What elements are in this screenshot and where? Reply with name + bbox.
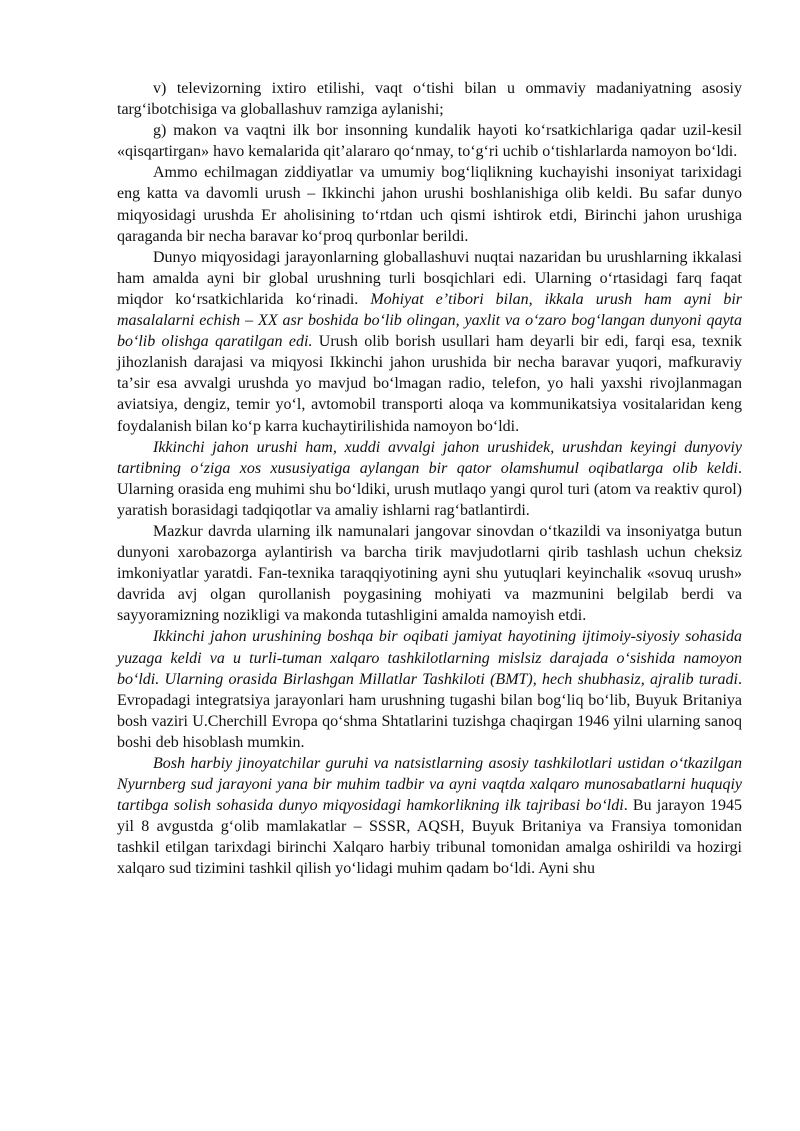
text-run: Dunyo miqyosidagi jarayonlarning globallashuvi nuqtai nazaridan bu urushlarning ikkalasi ham amalda ayni bir global urushning turli bosqichlari edi. Ularning oʻrtasidagi farq faqat miqdor koʻrsatkichlarida koʻrinadi. [117, 248, 742, 308]
paragraph [117, 626, 742, 753]
text-run: g) makon va vaqtni ilk bor insonning kundalik hayoti koʻrsatkichlariga qadar uzil-kesil «qisqartirgan» havo kemalarida qitʼalararo qoʻnmay, toʻgʻri uchib oʻtishlarlarda namoyon boʻldi. [117, 122, 742, 161]
italic-text-run: Ikkinchi jahon urushining boshqa bir oqibati jamiyat hayotining ijtimoiy-siyosiy sohasida yuzaga keldi va u turli-tuman xalqaro tashkilotlarning mislsiz darajada oʻsishida namoyon boʻldi. Ularning orasida Birlashgan Millatlar Tashkiloti (BMT), hech shubhasiz, ajralib turadi [117, 628, 742, 688]
italic-text-run: Mohiyat eʼtibori bilan, ikkala urush ham ayni bir masalalarni echish – XX asr boshida boʻlib olingan, yaxlit va oʻzaro bogʻlangan dunyoni qayta boʻlib olishga qaratilgan edi. [117, 290, 742, 351]
text-run: v) televizorning ixtiro etilishi, vaqt oʻtishi bilan u ommaviy madaniyatning asosiy targʻibotchisiga va globallashuv ramziga aylanishi; [117, 80, 742, 119]
italic-text-run: Ikkinchi jahon urushi ham, xuddi avvalgi jahon urushidek, urushdan keyingi dunyoviy tartibning oʻziga xos xususiyatiga aylangan bir qator olamshumul oqibatlarga olib keldi [117, 438, 742, 477]
text-run: Ammo echilmagan ziddiyatlar va umumiy bogʻliqlikning kuchayishi insoniyat tarixidagi eng katta va davomli urush – Ikkinchi jahon urushi boshlanishiga olib keldi. Bu safar dunyo miqyosidagi urushda Er aholisining toʻrtdan uch qismi ishtirok etdi, Birinchi jahon urushiga qaraganda bir necha baravar koʻproq qurbonlar berildi. [117, 164, 742, 245]
document-body [117, 78, 742, 880]
text-run: . Evropadagi integratsiya jarayonlari ham urushning tugashi bilan bogʻliq boʻlib, Buyuk Britaniya bosh vaziri U.Cherchill Evropa qoʻshma Shtatlarini tuzishga chaqirgan 1946 yilni ularning sanoq boshi deb hisoblash mumkin. [117, 670, 742, 751]
paragraph [117, 521, 742, 626]
paragraph [117, 162, 742, 246]
paragraph [117, 120, 742, 162]
text-run: Urush olib borish usullari ham deyarli bir edi, farqi esa, texnik jihozlanish darajasi va miqyosi Ikkinchi jahon urushida bir necha baravar yuqori, mafkuraviy taʼsir esa avvalgi urushda yo mavjud boʻlmagan radio, telefon, yo hali yaxshi rivojlanmagan aviatsiya, dengiz, temir yoʻl, avtomobil transporti aloqa va kommunikatsiya vositalaridan keng foydalanish bilan koʻp karra kuchaytirilishida namoyon boʻldi. [117, 333, 743, 435]
text-run: . Bu jarayon 1945 yil 8 avgustda gʻolib mamlakatlar – SSSR, AQSH, Buyuk Britaniya va Fransiya tomonidan tashkil etilgan tarixdagi birinchi Xalqaro harbiy tribunal tomonidan amalga oshirildi va hozirgi xalqaro sud tizimini tashkil qilish yoʻlidagi muhim qadam boʻldi. Ayni shu [117, 797, 743, 878]
paragraph [117, 753, 742, 880]
italic-text-run: Bosh harbiy jinoyatchilar guruhi va natsistlarning asosiy tashkilotlari ustidan oʻtkazilgan Nyurnberg sud jarayoni yana bir muhim tadbir va ayni vaqtda xalqaro munosabatlarni huquqiy tartibga solish sohasida dunyo miqyosidagi hamkorlikning ilk tajribasi boʻldi [117, 755, 742, 815]
paragraph [117, 78, 742, 120]
paragraph [117, 247, 742, 437]
paragraph [117, 437, 742, 521]
text-run: Mazkur davrda ularning ilk namunalari jangovar sinovdan oʻtkazildi va insoniyatga butun dunyoni xarobazorga aylantirish va barcha tirik mavjudotlarni qirib tashlash uchun cheksiz imkoniyatlar yaratdi. Fan-texnika taraqqiyotining ayni shu yutuqlari keyinchalik «sovuq urush» davrida avj olgan qurollanish poygasining mohiyati va mazmunini belgilab berdi va sayyoramizning nozikligi va makonda tutashligini amalda namoyish etdi. [117, 522, 742, 625]
text-run: . Ularning orasida eng muhimi shu boʻldiki, urush mutlaqo yangi qurol turi (atom va reaktiv qurol) yaratish borasidagi tadqiqotlar va amaliy ishlarni ragʻbatlantirdi. [117, 459, 742, 519]
